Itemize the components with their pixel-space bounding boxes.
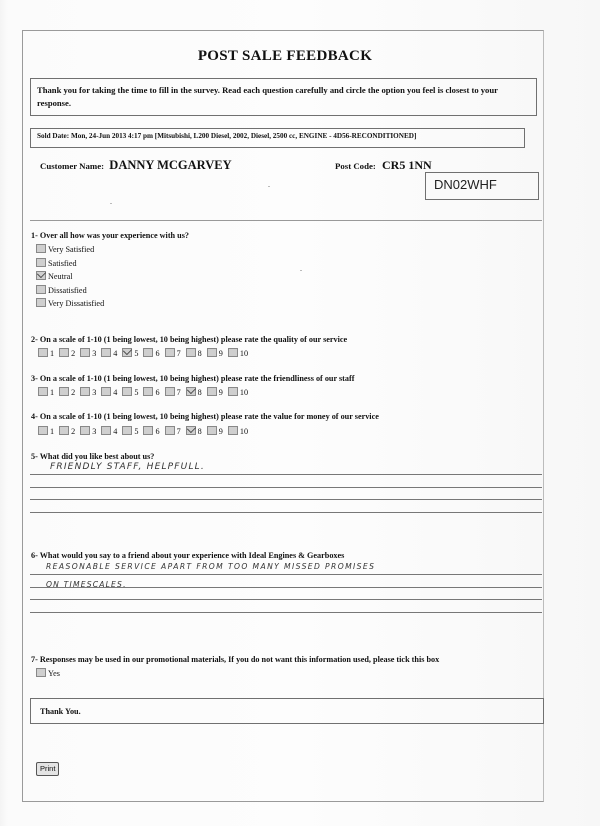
q1-option-checkbox[interactable] xyxy=(36,271,46,280)
question-4: 4- On a scale of 1-10 (1 being lowest, 10 being highest) please rate the value for money of our service xyxy=(31,412,379,421)
q4-rating-label: 4 xyxy=(113,427,118,436)
q2-rating-checkbox[interactable] xyxy=(165,348,175,357)
registration-value: DN02WHF xyxy=(434,177,497,192)
q4-rating-option[interactable] xyxy=(228,426,248,436)
q4-rating-label: 3 xyxy=(92,427,97,436)
q4-rating-label: 2 xyxy=(71,427,76,436)
q4-rating-option[interactable] xyxy=(101,426,117,436)
q1-option-label: Very Satisfied xyxy=(48,245,95,254)
sold-date-box xyxy=(30,128,525,148)
q3-rating-option[interactable] xyxy=(101,387,117,397)
q2-rating-label: 5 xyxy=(134,349,139,358)
q2-rating-label: 10 xyxy=(239,349,249,358)
q2-rating-checkbox[interactable] xyxy=(143,348,153,357)
q3-rating-checkbox[interactable] xyxy=(165,387,175,396)
q2-rating-checkbox[interactable] xyxy=(38,348,48,357)
q2-rating-label: 6 xyxy=(155,349,160,358)
scan-speck xyxy=(268,186,270,187)
question-5: 5- What did you like best about us? xyxy=(31,452,155,461)
q1-option-row[interactable] xyxy=(36,257,104,271)
q4-rating-option[interactable] xyxy=(143,426,159,436)
sold-date-text: Sold Date: Mon, 24-Jun 2013 4:17 pm [Mitsubishi, L200 Diesel, 2002, Diesel, 2500 cc, ENGINE - 4D56-RECONDITIONED] xyxy=(37,132,417,140)
q3-rating-option[interactable] xyxy=(207,387,223,397)
question-6-lines xyxy=(30,574,542,624)
q4-rating-option[interactable] xyxy=(122,426,138,436)
question-6: 6- What would you say to a friend about your experience with Ideal Engines & Gearboxes xyxy=(31,551,345,560)
q1-option-checkbox[interactable] xyxy=(36,258,46,267)
q3-rating-option[interactable] xyxy=(38,387,54,397)
intro-box xyxy=(30,78,537,116)
q3-rating-label: 4 xyxy=(113,388,118,397)
q3-rating-label: 8 xyxy=(197,388,202,397)
customer-name-row xyxy=(40,158,232,173)
q4-rating-checkbox[interactable] xyxy=(228,426,238,435)
thank-you-text: Thank You. xyxy=(40,707,81,716)
q2-rating-checkbox[interactable] xyxy=(122,348,132,357)
q3-rating-label: 3 xyxy=(92,388,97,397)
q3-rating-checkbox[interactable] xyxy=(101,387,111,396)
q2-rating-checkbox[interactable] xyxy=(80,348,90,357)
q2-rating-checkbox[interactable] xyxy=(228,348,238,357)
q1-option-checkbox[interactable] xyxy=(36,285,46,294)
q3-rating-label: 7 xyxy=(176,388,181,397)
q1-option-row[interactable] xyxy=(36,297,104,311)
q3-rating-label: 6 xyxy=(155,388,160,397)
post-code-value: CR5 1NN xyxy=(382,158,432,172)
q1-option-checkbox[interactable] xyxy=(36,244,46,253)
q2-rating-option[interactable] xyxy=(143,348,159,358)
q4-rating-label: 10 xyxy=(239,427,249,436)
q3-rating-checkbox[interactable] xyxy=(80,387,90,396)
q1-option-label: Neutral xyxy=(48,272,73,281)
q3-rating-option[interactable] xyxy=(228,387,248,397)
opt-out-checkbox[interactable] xyxy=(36,668,46,677)
q4-rating-option[interactable] xyxy=(59,426,75,436)
q2-rating-option[interactable] xyxy=(59,348,75,358)
q3-rating-label: 2 xyxy=(71,388,76,397)
question-3: 3- On a scale of 1-10 (1 being lowest, 10 being highest) please rate the friendliness of our staff xyxy=(31,374,355,383)
q1-option-checkbox[interactable] xyxy=(36,298,46,307)
q2-rating-option[interactable] xyxy=(186,348,202,358)
q2-rating-label: 8 xyxy=(197,349,202,358)
q3-rating-option[interactable] xyxy=(59,387,75,397)
q3-rating-label: 5 xyxy=(134,388,139,397)
question-6-answer-line-1[interactable]: REASONABLE SERVICE APART FROM TOO MANY MISSED PROMISES xyxy=(46,562,376,571)
q1-option-label: Satisfied xyxy=(48,258,77,268)
q2-rating-option[interactable] xyxy=(207,348,223,358)
q2-rating-checkbox[interactable] xyxy=(59,348,69,357)
q2-rating-label: 7 xyxy=(176,349,181,358)
q4-rating-checkbox[interactable] xyxy=(165,426,175,435)
post-code-label: Post Code: xyxy=(335,161,376,171)
q1-option-row[interactable] xyxy=(36,284,104,298)
q4-rating-checkbox[interactable] xyxy=(38,426,48,435)
q3-rating-label: 1 xyxy=(50,388,55,397)
scan-speck xyxy=(300,270,302,271)
q4-rating-option[interactable] xyxy=(207,426,223,436)
post-code-row xyxy=(335,158,432,173)
print-button[interactable]: Print xyxy=(36,762,59,776)
q3-rating-checkbox[interactable] xyxy=(207,387,217,396)
question-2-scale xyxy=(38,348,253,358)
customer-name-value: DANNY MCGARVEY xyxy=(109,158,232,172)
q4-rating-option[interactable] xyxy=(165,426,181,436)
q3-rating-option[interactable] xyxy=(165,387,181,397)
q2-rating-option[interactable] xyxy=(38,348,54,358)
q1-option-row[interactable] xyxy=(36,270,104,284)
q4-rating-checkbox[interactable] xyxy=(207,426,217,435)
q4-rating-label: 6 xyxy=(155,427,160,436)
q4-rating-checkbox[interactable] xyxy=(80,426,90,435)
question-1: 1- Over all how was your experience with us? xyxy=(31,231,189,240)
q2-rating-checkbox[interactable] xyxy=(186,348,196,357)
q3-rating-option[interactable] xyxy=(186,387,202,397)
q4-rating-checkbox[interactable] xyxy=(143,426,153,435)
q4-rating-label: 8 xyxy=(197,427,202,436)
q1-option-label: Very Dissatisfied xyxy=(48,299,105,308)
q3-rating-checkbox[interactable] xyxy=(122,387,132,396)
q2-rating-option[interactable] xyxy=(122,348,138,358)
q2-rating-option[interactable] xyxy=(228,348,248,358)
question-4-scale xyxy=(38,426,253,436)
q3-rating-checkbox[interactable] xyxy=(143,387,153,396)
q4-rating-checkbox[interactable] xyxy=(101,426,111,435)
registration-box xyxy=(425,172,539,200)
q4-rating-option[interactable] xyxy=(186,426,202,436)
customer-name-label: Customer Name: xyxy=(40,161,105,171)
q4-rating-label: 1 xyxy=(50,427,55,436)
intro-text: Thank you for taking the time to fill in the survey. Read each question carefully and circle the option you feel is closest to your response. xyxy=(37,85,498,108)
question-7: 7- Responses may be used in our promotional materials, If you do not want this information used, please tick this box xyxy=(31,655,440,664)
q4-rating-label: 7 xyxy=(176,427,181,436)
question-3-scale xyxy=(38,387,253,397)
q3-rating-option[interactable] xyxy=(143,387,159,397)
q4-rating-option[interactable] xyxy=(38,426,54,436)
q2-rating-label: 1 xyxy=(50,349,55,358)
question-7-option xyxy=(36,667,60,681)
q3-rating-checkbox[interactable] xyxy=(228,387,238,396)
q4-rating-checkbox[interactable] xyxy=(59,426,69,435)
q2-rating-option[interactable] xyxy=(165,348,181,358)
section-divider xyxy=(30,220,542,221)
q2-rating-label: 9 xyxy=(218,349,223,358)
question-1-options xyxy=(36,243,104,311)
q4-rating-checkbox[interactable] xyxy=(122,426,132,435)
q1-option-row[interactable] xyxy=(36,243,104,257)
q2-rating-label: 3 xyxy=(92,349,97,358)
scan-speck xyxy=(110,203,112,204)
q2-rating-option[interactable] xyxy=(80,348,96,358)
opt-out-label: Yes xyxy=(48,669,60,678)
q3-rating-option[interactable] xyxy=(122,387,138,397)
q2-rating-checkbox[interactable] xyxy=(101,348,111,357)
thank-you-box xyxy=(30,698,544,724)
question-5-answer[interactable]: FRIENDLY STAFF, HELPFULL. xyxy=(50,462,205,472)
question-6-answer-line-2[interactable]: ON TIMESCALES. xyxy=(46,580,127,589)
q2-rating-label: 4 xyxy=(113,349,118,358)
q3-rating-checkbox[interactable] xyxy=(59,387,69,396)
q4-rating-label: 9 xyxy=(218,427,223,436)
question-2: 2- On a scale of 1-10 (1 being lowest, 10 being highest) please rate the quality of our service xyxy=(31,335,348,344)
q2-rating-label: 2 xyxy=(71,349,76,358)
opt-out-checkbox-row[interactable] xyxy=(36,667,60,681)
q3-rating-checkbox[interactable] xyxy=(186,387,196,396)
form-title: POST SALE FEEDBACK xyxy=(197,48,373,64)
q4-rating-label: 5 xyxy=(134,427,139,436)
q1-option-label: Dissatisfied xyxy=(48,285,87,295)
q2-rating-checkbox[interactable] xyxy=(207,348,217,357)
q4-rating-option[interactable] xyxy=(80,426,96,436)
q3-rating-label: 9 xyxy=(218,388,223,397)
q3-rating-option[interactable] xyxy=(80,387,96,397)
question-5-lines xyxy=(30,474,542,524)
q3-rating-label: 10 xyxy=(239,388,249,397)
q2-rating-option[interactable] xyxy=(101,348,117,358)
q4-rating-checkbox[interactable] xyxy=(186,426,196,435)
q3-rating-checkbox[interactable] xyxy=(38,387,48,396)
